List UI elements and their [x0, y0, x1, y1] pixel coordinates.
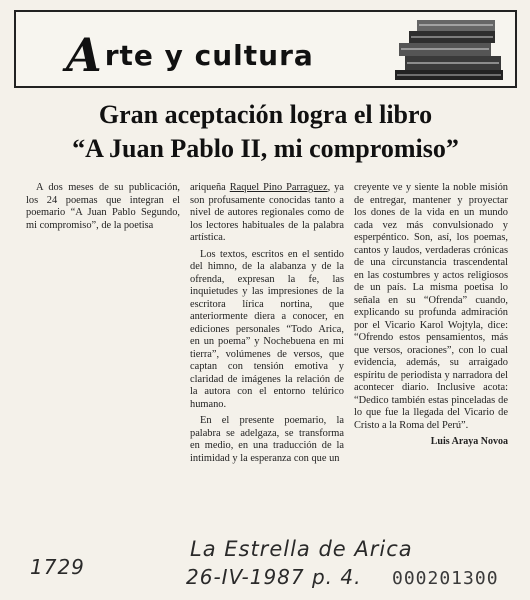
handwritten-source: La Estrella de Arica	[190, 537, 413, 561]
byline: Luis Araya Novoa	[430, 436, 508, 447]
paragraph: En el presente poemario, la palabra se adelgaza, se transforma en medio, en una traducción de la intimidad y la esperanza con que un	[190, 415, 344, 464]
handwritten-number: 1729	[30, 555, 85, 579]
text: ariqueña	[190, 182, 230, 193]
section-title	[66, 22, 314, 82]
headline	[14, 98, 517, 166]
books-icon	[387, 16, 507, 84]
headline-line-2: “A Juan Pablo II, mi compromiso”	[72, 134, 459, 163]
column-2	[190, 182, 344, 534]
paragraph: A dos meses de su publicación, los 24 poemas que integran el poemario “A Juan Pablo Segundo, mi compromiso”, de la poetisa	[26, 182, 180, 231]
author-name: Raquel Pino Parraguez	[229, 182, 328, 193]
handwritten-date: 26-IV-1987 p. 4.	[186, 565, 362, 589]
column-3	[354, 182, 508, 534]
article-body	[26, 182, 508, 534]
paragraph: Los textos, escritos en el sentido del himno, de la alabanza y de la ofrenda, expresan la fe, las inquietudes y las impresiones de la escritora lírica nortina, que anteriormente diera a conocer, en ediciones personales “Todo Arica, en un poema” y Nochebuena en mi tierra”, volúmenes de versos, que captan con tensión emotiva y claridad de imágenes la relación de la autora con el entorno telúrico humano.	[190, 248, 344, 410]
section-title-rest: rte y cultura	[104, 39, 314, 72]
paragraph	[190, 182, 344, 245]
section-title-initial: A	[66, 28, 103, 82]
paragraph: creyente ve y siente la noble misión de entregar, mantener y proyectar los dones de la vida en un mundo cada vez más convulsionado y esperpéntico. Son, así, los poemas, cantos y laudos, verdaderas crónicas de una circunstancia trascendental en las costumbres y actos religiosos de un país. La misma poetisa lo señala en su “Ofrenda” cuando, explicando su profunda admiración por el Vicario Karol Wojtyla, dice: “Ofrendo estos pensamientos, más que versos, oraciones”, con lo cual evidencia, además, su arraigado espíritu de periodista y narradora del acontecer diario. Inclusive acota: “Dedico también estas pinceladas de lo que fue la llegada del Vicario de Cristo a la Roma del Perú”.	[354, 182, 508, 431]
archive-stamp: 000201300	[392, 568, 499, 589]
headline-line-1: Gran aceptación logra el libro	[98, 100, 433, 129]
section-banner	[14, 10, 517, 88]
text: , ya son profusamente conocidas tanto a nivel de autores regionales como de los lectores habituales de la palabra artística.	[190, 182, 344, 243]
column-1	[26, 182, 180, 534]
